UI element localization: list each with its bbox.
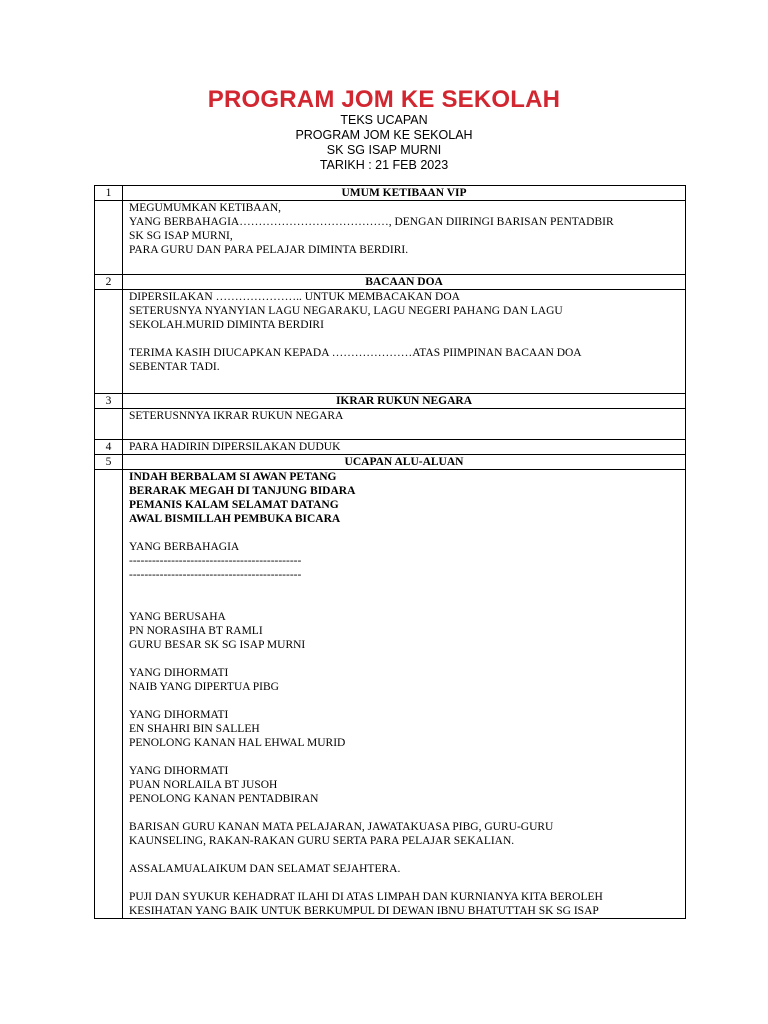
- addressee-line: GURU BESAR SK SG ISAP MURNI: [129, 639, 306, 651]
- section-body: [123, 201, 686, 275]
- section-heading: IKRAR RUKUN NEGARA: [123, 394, 686, 409]
- addressee-line: PENOLONG KANAN PENTADBIRAN: [129, 793, 319, 805]
- table-row: [95, 394, 686, 409]
- section-number: 5: [95, 455, 123, 470]
- section-heading: BACAAN DOA: [123, 275, 686, 290]
- section-number-cell: [95, 470, 123, 919]
- table-row: [95, 409, 686, 440]
- body-line: SEKOLAH.MURID DIMINTA BERDIRI: [129, 319, 324, 331]
- closing-line: KAUNSELING, RAKAN-RAKAN GURU SERTA PARA PELAJAR SEKALIAN.: [129, 835, 515, 847]
- table-row: [95, 186, 686, 201]
- closing-line: PUJI DAN SYUKUR KEHADRAT ILAHI DI ATAS LIMPAH DAN KURNIANYA KITA BEROLEH: [129, 891, 603, 903]
- addressee-line: NAIB YANG DIPERTUA PIBG: [129, 681, 279, 693]
- section-body: [123, 470, 686, 919]
- addressee-line: PUAN NORLAILA BT JUSOH: [129, 779, 278, 791]
- body-line: SETERUSNNYA IKRAR RUKUN NEGARA: [129, 410, 344, 422]
- section-text: PARA HADIRIN DIPERSILAKAN DUDUK: [123, 440, 686, 455]
- body-line: SK SG ISAP MURNI,: [129, 230, 233, 242]
- addressee-line: YANG DIHORMATI: [129, 667, 229, 679]
- document-subtitle: [0, 113, 768, 173]
- section-number: 1: [95, 186, 123, 201]
- program-table: [94, 185, 686, 919]
- section-body: [123, 290, 686, 394]
- section-number: 4: [95, 440, 123, 455]
- table-row: [95, 290, 686, 394]
- body-line: TERIMA KASIH DIUCAPKAN KEPADA …………………ATAS PIIMPINAN BACAAN DOA: [129, 347, 582, 359]
- spacer: [129, 332, 679, 346]
- section-number-cell: [95, 290, 123, 394]
- body-line: DIPERSILAKAN ………………….. UNTUK MEMBACAKAN DOA: [129, 291, 460, 303]
- subtitle-line: TEKS UCAPAN: [340, 113, 428, 127]
- body-line: PARA GURU DAN PARA PELAJAR DIMINTA BERDIRI.: [129, 244, 409, 256]
- table-row: [95, 440, 686, 455]
- closing-line: ASSALAMUALAIKUM DAN SELAMAT SEJAHTERA.: [129, 863, 401, 875]
- table-row: [95, 275, 686, 290]
- section-heading: UCAPAN ALU-ALUAN: [123, 455, 686, 470]
- section-number: 2: [95, 275, 123, 290]
- dash-line: ---------------------------------------------: [129, 555, 302, 567]
- spacer: [129, 582, 679, 596]
- table-row: [95, 201, 686, 275]
- subtitle-line: TARIKH : 21 FEB 2023: [319, 158, 449, 172]
- addressee-line: YANG DIHORMATI: [129, 765, 229, 777]
- body-line: YANG BERBAHAGIA…………………………………, DENGAN DIIRINGI BARISAN PENTADBIR: [129, 216, 614, 228]
- table-row: [95, 470, 686, 919]
- spacer: [129, 876, 679, 890]
- greeting-line: YANG BERBAHAGIA: [129, 541, 240, 553]
- section-heading: UMUM KETIBAAN VIP: [123, 186, 686, 201]
- addressee-line: YANG BERUSAHA: [129, 611, 226, 623]
- pantun-line: AWAL BISMILLAH PEMBUKA BICARA: [129, 513, 341, 525]
- pantun-line: PEMANIS KALAM SELAMAT DATANG: [129, 499, 339, 511]
- body-line: MEGUMUMKAN KETIBAAN,: [129, 202, 282, 214]
- addressee-line: EN SHAHRI BIN SALLEH: [129, 723, 260, 735]
- pantun-line: INDAH BERBALAM SI AWAN PETANG: [129, 471, 337, 483]
- closing-line: BARISAN GURU KANAN MATA PELAJARAN, JAWATAKUASA PIBG, GURU-GURU: [129, 821, 554, 833]
- body-line: SEBENTAR TADI.: [129, 361, 220, 373]
- table-row: [95, 455, 686, 470]
- section-number: 3: [95, 394, 123, 409]
- body-line: SETERUSNYA NYANYIAN LAGU NEGARAKU, LAGU NEGERI PAHANG DAN LAGU: [129, 305, 563, 317]
- addressee-line: YANG DIHORMATI: [129, 709, 229, 721]
- dash-line: ---------------------------------------------: [129, 569, 302, 581]
- spacer: [129, 750, 679, 764]
- closing-line: KESIHATAN YANG BAIK UNTUK BERKUMPUL DI DEWAN IBNU BHATUTTAH SK SG ISAP: [129, 905, 599, 917]
- pantun-line: BERARAK MEGAH DI TANJUNG BIDARA: [129, 485, 356, 497]
- spacer: [129, 652, 679, 666]
- document-title: PROGRAM JOM KE SEKOLAH: [207, 86, 561, 113]
- spacer: [129, 694, 679, 708]
- addressee-line: PENOLONG KANAN HAL EHWAL MURID: [129, 737, 346, 749]
- spacer: [129, 806, 679, 820]
- section-number-cell: [95, 409, 123, 440]
- spacer: [129, 526, 679, 540]
- spacer: [129, 848, 679, 862]
- section-number-cell: [95, 201, 123, 275]
- addressee-line: PN NORASIHA BT RAMLI: [129, 625, 263, 637]
- subtitle-line: PROGRAM JOM KE SEKOLAH: [295, 128, 473, 142]
- spacer: [129, 596, 679, 610]
- section-body: [123, 409, 686, 440]
- subtitle-line: SK SG ISAP MURNI: [326, 143, 442, 157]
